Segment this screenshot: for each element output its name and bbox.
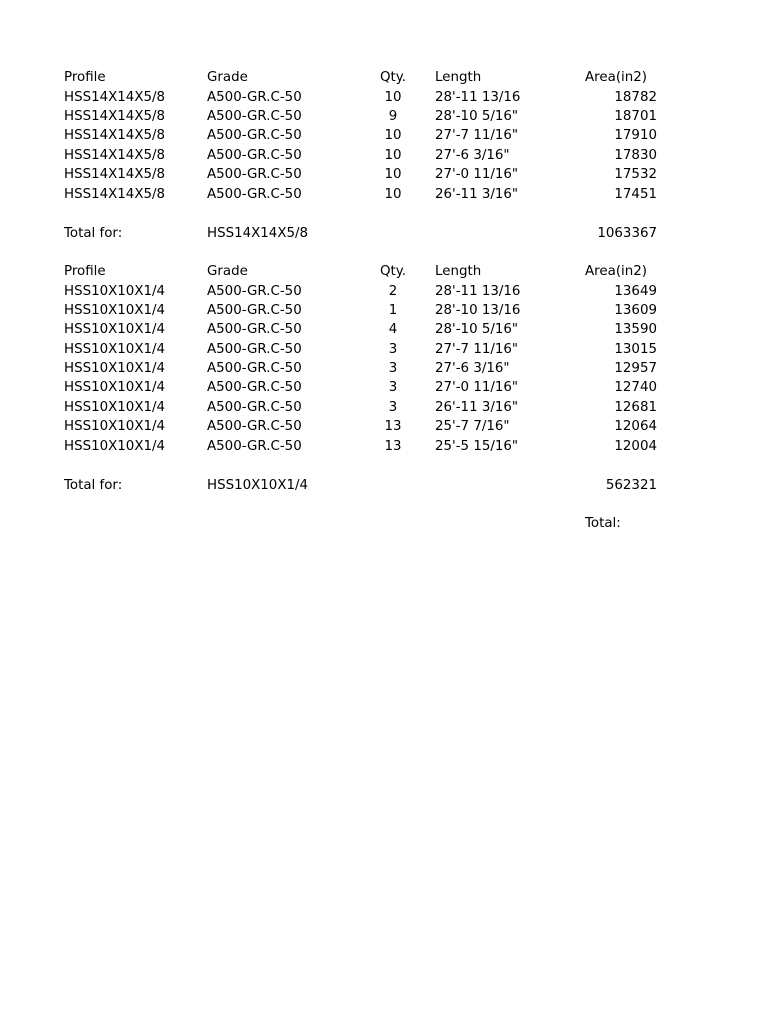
cell-qty: 9 <box>388 109 398 124</box>
total-for-profile: HSS14X14X5/8 <box>207 226 309 241</box>
header-profile: Profile <box>64 264 106 279</box>
section-1-total-row <box>0 224 768 244</box>
cell-area: 17910 <box>614 128 657 143</box>
table-row <box>0 398 768 418</box>
header-grade: Grade <box>207 264 248 279</box>
cell-qty: 10 <box>384 167 402 182</box>
grand-total-label: Total: <box>585 516 621 531</box>
cell-qty: 10 <box>384 128 402 143</box>
cell-length: 28'-11 13/16 <box>435 90 521 105</box>
total-for-profile: HSS10X10X1/4 <box>207 478 309 493</box>
total-for-area: 562321 <box>605 478 657 493</box>
table-row <box>0 378 768 398</box>
cell-grade: A500-GR.C-50 <box>207 284 302 299</box>
cell-profile: HSS14X14X5/8 <box>64 167 166 182</box>
total-for-label: Total for: <box>64 478 123 493</box>
cell-qty: 10 <box>384 148 402 163</box>
total-for-area: 1063367 <box>597 226 657 241</box>
cell-grade: A500-GR.C-50 <box>207 342 302 357</box>
header-qty: Qty. <box>379 70 407 85</box>
cell-length: 27'-6 3/16" <box>435 361 510 376</box>
cell-qty: 3 <box>388 361 398 376</box>
cell-length: 25'-5 15/16" <box>435 439 519 454</box>
cell-qty: 2 <box>388 284 398 299</box>
cell-profile: HSS10X10X1/4 <box>64 439 166 454</box>
cell-grade: A500-GR.C-50 <box>207 148 302 163</box>
cell-grade: A500-GR.C-50 <box>207 109 302 124</box>
cell-area: 13590 <box>614 322 657 337</box>
cell-grade: A500-GR.C-50 <box>207 439 302 454</box>
table-row <box>0 185 768 205</box>
section-1-header-row <box>0 68 768 88</box>
table-row <box>0 282 768 302</box>
cell-profile: HSS10X10X1/4 <box>64 342 166 357</box>
header-length: Length <box>435 264 482 279</box>
total-for-label: Total for: <box>64 226 123 241</box>
cell-area: 13649 <box>614 284 657 299</box>
cell-qty: 13 <box>384 419 402 434</box>
header-length: Length <box>435 70 482 85</box>
cell-area: 12740 <box>614 380 657 395</box>
cell-qty: 10 <box>384 90 402 105</box>
cell-grade: A500-GR.C-50 <box>207 361 302 376</box>
table-row <box>0 437 768 457</box>
cell-area: 17532 <box>614 167 657 182</box>
cell-profile: HSS10X10X1/4 <box>64 361 166 376</box>
cell-area: 12681 <box>614 400 657 415</box>
section-2-total-row <box>0 476 768 496</box>
cell-length: 28'-10 5/16" <box>435 322 519 337</box>
cell-profile: HSS14X14X5/8 <box>64 109 166 124</box>
cell-profile: HSS14X14X5/8 <box>64 90 166 105</box>
cell-area: 17830 <box>614 148 657 163</box>
cell-area: 12064 <box>614 419 657 434</box>
cell-length: 27'-0 11/16" <box>435 167 519 182</box>
header-qty: Qty. <box>379 264 407 279</box>
cell-profile: HSS10X10X1/4 <box>64 419 166 434</box>
cell-grade: A500-GR.C-50 <box>207 90 302 105</box>
cell-profile: HSS10X10X1/4 <box>64 284 166 299</box>
table-row <box>0 359 768 379</box>
cell-grade: A500-GR.C-50 <box>207 380 302 395</box>
cell-profile: HSS10X10X1/4 <box>64 322 166 337</box>
cell-qty: 4 <box>388 322 398 337</box>
header-area: Area(in2) <box>585 264 647 279</box>
cell-profile: HSS14X14X5/8 <box>64 187 166 202</box>
cell-length: 27'-7 11/16" <box>435 342 519 357</box>
table-row <box>0 146 768 166</box>
cell-profile: HSS10X10X1/4 <box>64 303 166 318</box>
table-row <box>0 88 768 108</box>
grand-total-row <box>0 514 768 534</box>
cell-qty: 3 <box>388 342 398 357</box>
section-2-header-row <box>0 262 768 282</box>
cell-area: 13609 <box>614 303 657 318</box>
cell-area: 12004 <box>614 439 657 454</box>
table-row <box>0 165 768 185</box>
table-row <box>0 107 768 127</box>
cell-length: 25'-7 7/16" <box>435 419 510 434</box>
cell-profile: HSS10X10X1/4 <box>64 400 166 415</box>
table-row <box>0 340 768 360</box>
table-row <box>0 126 768 146</box>
cell-area: 17451 <box>614 187 657 202</box>
cell-area: 13015 <box>614 342 657 357</box>
cell-length: 26'-11 3/16" <box>435 187 519 202</box>
cell-length: 27'-0 11/16" <box>435 380 519 395</box>
cell-area: 12957 <box>614 361 657 376</box>
cell-profile: HSS10X10X1/4 <box>64 380 166 395</box>
cell-grade: A500-GR.C-50 <box>207 167 302 182</box>
cell-length: 26'-11 3/16" <box>435 400 519 415</box>
cell-qty: 13 <box>384 439 402 454</box>
table-row <box>0 417 768 437</box>
cell-profile: HSS14X14X5/8 <box>64 148 166 163</box>
table-row <box>0 320 768 340</box>
cell-profile: HSS14X14X5/8 <box>64 128 166 143</box>
cell-qty: 3 <box>388 400 398 415</box>
cell-qty: 3 <box>388 380 398 395</box>
cell-length: 27'-7 11/16" <box>435 128 519 143</box>
cell-area: 18782 <box>614 90 657 105</box>
cell-length: 28'-10 5/16" <box>435 109 519 124</box>
header-profile: Profile <box>64 70 106 85</box>
cell-length: 28'-11 13/16 <box>435 284 521 299</box>
cell-grade: A500-GR.C-50 <box>207 400 302 415</box>
cell-grade: A500-GR.C-50 <box>207 128 302 143</box>
header-grade: Grade <box>207 70 248 85</box>
cell-length: 27'-6 3/16" <box>435 148 510 163</box>
header-area: Area(in2) <box>585 70 647 85</box>
cell-area: 18701 <box>614 109 657 124</box>
table-row <box>0 301 768 321</box>
cell-qty: 10 <box>384 187 402 202</box>
cell-grade: A500-GR.C-50 <box>207 419 302 434</box>
cell-grade: A500-GR.C-50 <box>207 187 302 202</box>
cell-grade: A500-GR.C-50 <box>207 303 302 318</box>
cell-length: 28'-10 13/16 <box>435 303 521 318</box>
cell-grade: A500-GR.C-50 <box>207 322 302 337</box>
cell-qty: 1 <box>388 303 398 318</box>
